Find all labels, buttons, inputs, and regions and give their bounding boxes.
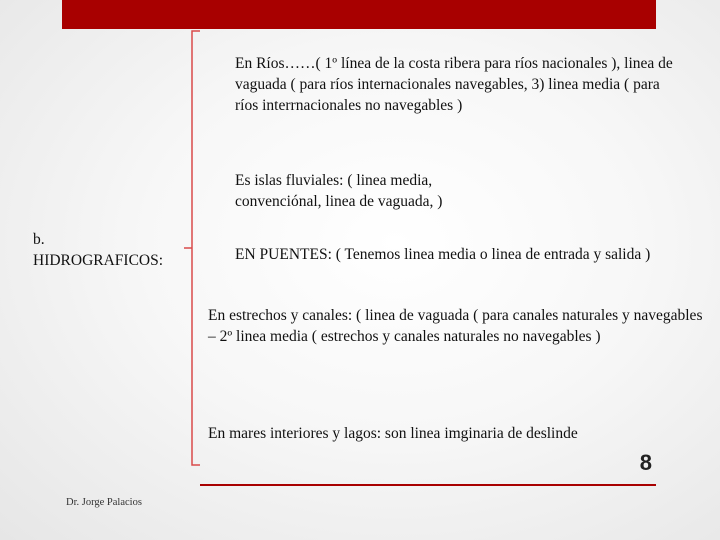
category-label — [33, 229, 163, 271]
category-label-title: HIDROGRAFICOS: — [33, 252, 164, 269]
item-islas-fluviales: Es islas fluviales: ( linea media, convenciónal, linea de vaguada, ) — [235, 172, 443, 210]
footer-divider — [200, 484, 656, 486]
footer-author: Dr. Jorge Palacios — [66, 497, 142, 508]
item-rios: En Ríos……( 1º línea de la costa ribera para ríos nacionales ), linea de vaguada ( para ríos internacionales navegables, 3) linea media ( para ríos interrnacionales no navegables ) — [235, 55, 673, 114]
item-puentes: EN PUENTES: ( Tenemos linea media o linea de entrada y salida ) — [235, 246, 651, 263]
item-mares-lagos: En mares interiores y lagos: son linea imginaria de deslinde — [208, 425, 578, 442]
header-bar — [62, 0, 656, 29]
item-estrechos-canales: En estrechos y canales: ( linea de vaguada ( para canales naturales y navegables – 2º linea media ( estrechos y canales naturales no navegables ) — [208, 307, 703, 345]
brace-bracket — [182, 30, 202, 466]
page-number: 8 — [639, 450, 652, 475]
category-label-letter: b. — [33, 231, 45, 248]
